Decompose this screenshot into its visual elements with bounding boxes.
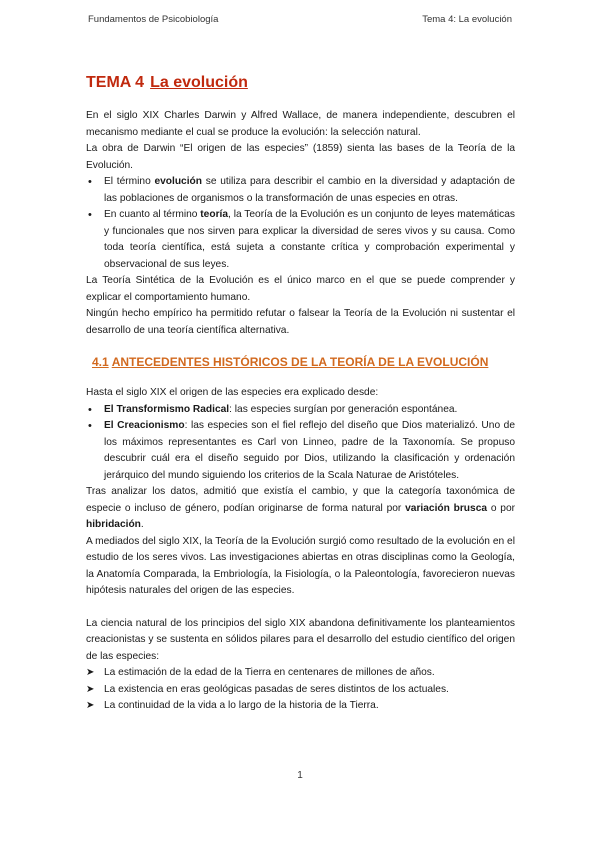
intro-paragraph-1: En el siglo XIX Charles Darwin y Alfred Wallace, de manera independiente, descubren el mecanismo mediante el cual se produce la evolución: la selección natural.: [86, 110, 515, 138]
section-paragraph-2: Tras analizar los datos, admitió que existía el cambio, y que la categoría taxonómica de especie o incluso de género, podían originarse de forma natural por variación brusca o por hibridación.: [86, 486, 515, 530]
section-paragraph-3: A mediados del siglo XIX, la Teoría de la Evolución surgió como resultado de la evolución en el estudio de los seres vivos. Las investigaciones abiertas en otras disciplinas como la Geología, la Anatomía Comparada, la Embriología, la Fisiología, o la Paleontología, favorecieron nuevas hipótesis naturales del origen de las especies.: [86, 535, 515, 596]
intro-paragraph-2: La obra de Darwin “El origen de las especies” (1859) sienta las bases de la Teoría de la Evolución.: [86, 143, 515, 171]
section-bullet-list: [86, 402, 515, 485]
section-heading: [92, 353, 515, 371]
list-item: • El Transformismo Radical: las especies surgían por generación espontánea.: [86, 402, 515, 419]
list-item: ➤ La continuidad de la vida a lo largo de la historia de la Tierra.: [86, 698, 515, 715]
list-item: • El Creacionismo: las especies son el fiel reflejo del diseño que Dios materializó. Uno de los máximos representantes es Carl von Linneo, padre de la Taxonomía. Se propuso descubrir cuál era el diseño seguido por Dios, utilizando la clasificación y ordenación jerárquico del mundo siguiendo los criterios de la Scala Naturae de Aristóteles.: [86, 418, 515, 484]
paragraph-gap: [86, 600, 515, 616]
term-creacionismo: El Creacionismo: [104, 420, 185, 431]
term-variacion-brusca: variación brusca: [405, 502, 488, 514]
term-teoria: teoría: [200, 209, 229, 220]
list-item: ➤ La existencia en eras geológicas pasadas de seres distintos de los actuales.: [86, 682, 515, 699]
pillars-list: [86, 665, 515, 715]
page-header: [88, 14, 512, 25]
header-course: Fundamentos de Psicobiología: [88, 14, 219, 25]
term-hibridacion: hibridación: [86, 519, 141, 530]
term-evolucion: evolución: [154, 176, 203, 187]
section-title: ANTECEDENTES HISTÓRICOS DE LA TEORÍA DE LA EVOLUCIÓN: [111, 355, 489, 369]
intro-bullet-list: [86, 174, 515, 273]
intro-paragraph-3: La Teoría Sintética de la Evolución es el único marco en el que se puede comprender y explicar el comportamiento humano.: [86, 275, 515, 303]
section-number: 4.1: [92, 355, 109, 369]
header-topic: Tema 4: La evolución: [422, 14, 512, 25]
chapter-title: [86, 72, 515, 94]
term-transformismo: El Transformismo Radical: [104, 403, 230, 415]
chapter-number: TEMA 4: [86, 74, 145, 91]
list-item: • En cuanto al término teoría, la Teoría de la Evolución es un conjunto de leyes matemáticas y funcionales que nos sirven para explicar la diversidad de seres vivos y su causa. Como toda teoría científica, está sujeta a constante crítica y comprobación experimental y observacional de sus leyes.: [86, 207, 515, 273]
list-item: ➤ La estimación de la edad de la Tierra en centenares de millones de años.: [86, 665, 515, 682]
chapter-name: La evolución: [150, 74, 248, 91]
page-number: 1: [297, 770, 303, 781]
intro-paragraph-4: Ningún hecho empírico ha permitido refutar o falsear la Teoría de la Evolución ni sustentar el desarrollo de una teoría científica alternativa.: [86, 308, 515, 336]
list-item: • El término evolución se utiliza para describir el cambio en la diversidad y adaptación de las poblaciones de organismos o la transformación de unas especies en otras.: [86, 174, 515, 207]
section-paragraph-1: Hasta el siglo XIX el origen de las especies era explicado desde:: [86, 387, 379, 398]
section-paragraph-4: La ciencia natural de los principios del siglo XIX abandona definitivamente los planteamientos creacionistas y se sustenta en sólidos pilares para el desarrollo del estudio científico del origen de las especies:: [86, 617, 515, 662]
document-body: [86, 72, 515, 715]
